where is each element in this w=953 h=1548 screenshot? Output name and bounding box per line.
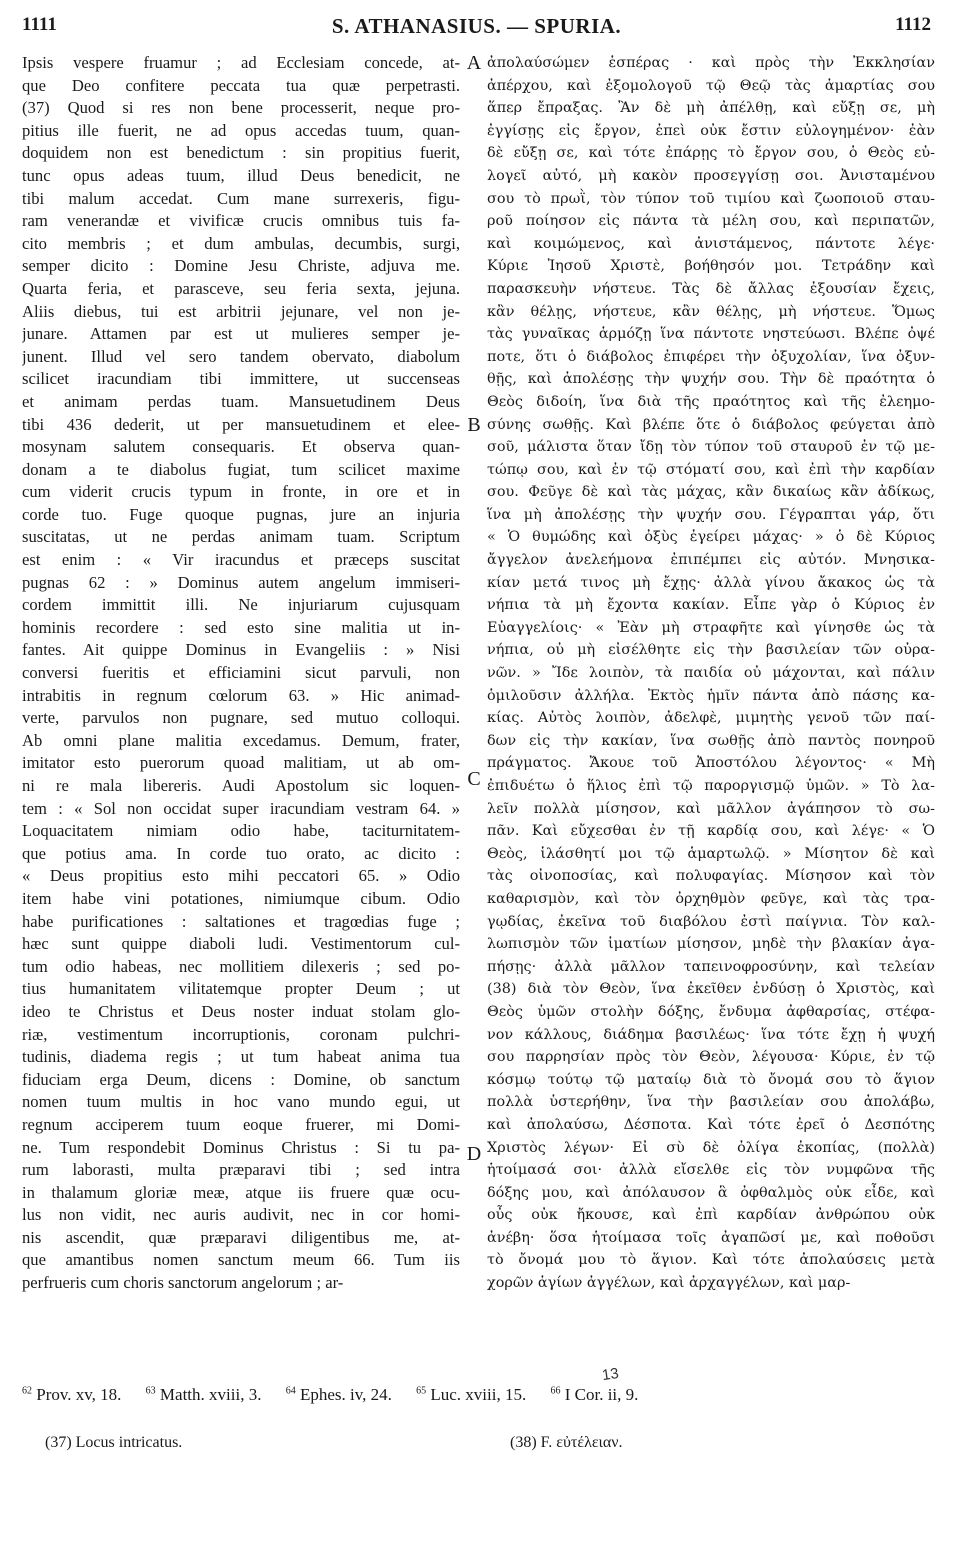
latin-text-line: que Deo confitere peccata tua quæ perpetrasti. (22, 75, 460, 95)
greek-text-line: τὰς οἰνοποσίας, καὶ πολυφαγίας. Μίσησον καὶ τὸν (487, 868, 935, 885)
page-number-right: 1112 (895, 14, 931, 35)
note-37: (37) Locus intricatus. (45, 1434, 183, 1451)
latin-text-line: est enim : « Vir iracundus et præceps suscitat (22, 550, 460, 570)
latin-text-line: scilicet iracundiam tibi immittere, ut succenseas (22, 369, 460, 389)
greek-text-line: ὁμιλοῦσιν ἀλλήλα. Ἐκτὸς ἡμῖν πάντα ἀπὸ πάσης κα- (487, 687, 935, 704)
page-number-left: 1111 (22, 14, 57, 35)
footnote: $^{62}$ Prov. xv, 18. (22, 1385, 122, 1404)
latin-text-line: nis ascendit, quæ præparavi diligentibus me, at- (22, 1227, 460, 1247)
greek-text-line: σου. Φεῦγε δὲ καὶ τὰς μάχας, κἂν δικαίως κἂν ἀδίκως, (487, 484, 935, 501)
latin-text-line: tius humanitatem vilitatemque propter Deum ; ut (22, 979, 460, 999)
greek-text-line: ροῦ ποίησον εἰς πάντα τὰ μέλη σου, καὶ περιπατῶν, (487, 213, 935, 230)
greek-text-line: « Ὁ θυμώδης καὶ ὀξὺς ἐγείρει μάχας· » ὁ δὲ Κύριος (487, 529, 935, 546)
greek-text-line: σύνης σωθῇς. Καὶ βλέπε ὅτε ὁ διάβολος φεύγεται ἀπὸ (487, 416, 935, 433)
latin-text-line: perfrueris cum choris sanctorum angelorum ; ar- (22, 1273, 344, 1293)
latin-text-line: fantes. Ait quippe Dominus in Evangeliis : » Nisi (22, 640, 460, 660)
latin-text-line: tibi 436 dederit, ut per mansuetudinem et elee- (22, 414, 460, 434)
margin-letter-a: A (466, 52, 482, 74)
footnote: $^{66}$ I Cor. ii, 9. (550, 1385, 639, 1404)
greek-text-line: οὖς οὐκ ἤκουσε, καὶ ἐπὶ καρδίαν ἀνθρώπου οὐκ (487, 1207, 935, 1224)
greek-text-line: κἂν θέλῃς, νήστευε, κἂν θέλῃς, μὴ νήστευε. Ὅμως (487, 303, 935, 320)
latin-text-line: ne. Tum respondebit Dominus Christus : Si tu pa- (22, 1137, 460, 1157)
latin-text-line: regnum acciperem tuum eoque fruerer, mi Domi- (22, 1114, 460, 1134)
greek-text-line: τὸ ὄνομά μου τὸ ἅγιον. Καὶ τότε ἀπολαύσεις μετὰ (487, 1252, 935, 1269)
latin-text-line: fiduciam erga Deum, dicens : Domine, ob sanctum (22, 1069, 460, 1089)
greek-text-line: γῳδίας, ἐκεῖνα τοῦ διαβόλου ἐστὶ παίγνια. Τὸν καλ- (487, 913, 935, 930)
greek-text-line: λωπισμὸν τῶν ἱματίων μίσησον, μηδὲ τὴν βλακίαν ἀγα- (487, 936, 935, 953)
latin-text-line: que amantibus nomen sanctum meum 66. Tum iis (22, 1250, 460, 1270)
latin-text-line: (37) Quod si res non bene processerit, neque pro- (22, 98, 460, 118)
greek-text-line: πράγματος. Ἄκουε τοῦ Ἀποστόλου λέγοντος· « Μὴ (487, 755, 935, 772)
greek-text-line: ἐγγίσῃς εἰς ἔργον, ἐπεὶ οὐκ ἔστιν εὐλογημένον· ἐὰν (487, 122, 935, 139)
greek-text-line: σοῦ, μάλιστα ὅταν ἴδῃ τὸν τύπον τοῦ σταυροῦ ἐν τῷ με- (487, 439, 935, 456)
greek-text-line: Θεὸς, ἱλάσθητί μοι τῷ ἁμαρτωλῷ. » Μίσητον δὲ καὶ (487, 845, 935, 862)
greek-text-line: νήπια, οὐ μὴ εἰσέλθητε εἰς τὴν βασιλείαν τῶν οὐρα- (487, 642, 935, 659)
latin-text-line: hominis recordere : sed esto sine malitia ut in- (22, 617, 460, 637)
footnote: $^{64}$ Ephes. iv, 24. (285, 1385, 392, 1404)
greek-text-line: ἅπερ ἔπραξας. Ἂν δὲ μὴ ἀπέλθῃ, καὶ εὔξῃ σε, μὴ (487, 100, 935, 117)
greek-text-line: τώπῳ σου, καὶ ἐν τῷ στόματί σου, καὶ ἐπὶ τὴν καρδίαν (487, 461, 935, 478)
latin-text-line: cum viderit crucis typum in fronte, in ore et in (22, 482, 460, 502)
latin-text-line: corde tuo. Fuge quoque pugnas, jure an injuria (22, 504, 460, 524)
greek-text-line: ἀνέβη· ὅσα ἡτοίμασα τοῖς ἀγαπῶσί με, καὶ ποθοῦσι (487, 1229, 935, 1246)
latin-text-line: Quarta feria, et parasceve, seu feria sexta, jejuna. (22, 278, 460, 298)
greek-text-line: Κύριε Ἰησοῦ Χριστὲ, βοήθησόν μοι. Τετράδην καὶ (487, 258, 935, 275)
latin-text-line: item habe vini potationes, nimiumque cibum. Odio (22, 888, 460, 908)
latin-text-line: ram venerandæ et vivificæ crucis omnibus tuis fa- (22, 211, 460, 231)
latin-text-line: Ipsis vespere fruamur ; ad Ecclesiam concede, at- (22, 53, 460, 72)
greek-column (487, 52, 935, 1295)
greek-text-line: κίας. Αὐτὸς λοιπὸν, ἀδελφὲ, μιμητὴς γενοῦ τῶν παί- (487, 710, 935, 727)
greek-text-line: νήπια τὰ μὴ ἔχοντα κακίαν. Εἶπε γὰρ ὁ Κύριος ἐν (487, 597, 935, 614)
greek-text-line: νον κάλλους, διάδημα βασιλέως· ἵνα τότε ἔχῃ ἡ ψυχή (487, 1026, 935, 1043)
greek-text-line: δων εἰς τὴν κακίαν, ἵνα σωθῇς ἀπὸ παντὸς πονηροῦ (487, 732, 935, 749)
greek-text-line: πολλὰ ὑστερήθην, ἵνα τὴν βασιλείαν σου ἀπολάβω, (487, 1094, 935, 1111)
greek-text-line: λογεῖ αὐτό, μὴ κακὸν προσεγγίσῃ σοι. Ἀνισταμένου (487, 167, 935, 184)
greek-text-line: δόξης μου, καὶ ἀπόλαυσον ἃ ὀφθαλμὸς οὐκ εἶδε, καὶ (487, 1184, 935, 1201)
page-header (0, 4, 953, 44)
footnote: $^{63}$ Matth. xviii, 3. (145, 1385, 262, 1404)
latin-text-line: imitator esto puerorum quoad malitiam, ut ab om- (22, 753, 460, 773)
greek-text-line: παρασκευὴν νήστευε. Τὰς δὲ ἄλλας ἐξουσίαν ἔχεις, (487, 280, 935, 297)
note-38: (38) F. εὐτέλειαν. (510, 1434, 623, 1451)
greek-text-line: πήσῃς· ἀλλὰ μᾶλλον ταπεινοφροσύνην, καὶ τελείαν (487, 958, 935, 975)
greek-text-line: ἵνα μὴ ἀπολέσῃς τὴν ψυχήν σου. Γέγραπται γάρ, ὅτι (487, 506, 935, 523)
greek-text-line: κόσμῳ τούτῳ τῷ ματαίῳ διὰ τὸ ὄνομά σου τὸ ἅγιον (487, 1071, 935, 1088)
latin-text-line: in thalamum gloriæ meæ, atque iis fruere quæ ocu- (22, 1182, 460, 1202)
latin-text-line: tibi malum accedat. Cum mane surrexeris, figu- (22, 188, 460, 208)
latin-text-line: pitius ille fuerit, ne ad opus accedas tuum, quan- (22, 120, 460, 140)
latin-text-line: ideo te Christus et Deus noster induat stolam glo- (22, 1001, 460, 1021)
latin-text-line: suscitatas, ut ne perdas animam tuam. Scriptum (22, 527, 460, 547)
greek-text-line: καὶ κοιμώμενος, καὶ ἀνιστάμενος, πάντοτε λέγε· (487, 235, 935, 252)
latin-text-line: doquidem non est benedictum : sin propitius fuerit, (22, 143, 460, 163)
greek-text-line: λεῖν πολλὰ μίσησον, καὶ μᾶλλον ἀγάπησον τὸ σω- (487, 800, 935, 817)
latin-text-line: nomen tuum multis in hoc vano mundo egui, ut (22, 1092, 460, 1112)
latin-column (22, 52, 460, 1295)
latin-text-line: Loquacitatem nimiam odio habe, taciturnitatem- (22, 821, 460, 841)
greek-text-line: (38) διὰ τὸν Θεὸν, ἵνα ἐκεῖθεν ἐνδύσῃ ὁ Χριστὸς, καὶ (487, 981, 935, 998)
greek-text-line: τὰς γυναῖκας ἁρμόζῃ ἵνα πάντοτε νηστεύωσι. Βλέπε ὀψέ (487, 326, 935, 343)
latin-text-line: junent. Illud vel sero tandem obervato, diabolum (22, 346, 460, 366)
latin-text-line: et animam perdas tuam. Mansuetudinem Deus (22, 391, 460, 411)
margin-letter-c: C (467, 768, 481, 790)
greek-text-line: χορῶν ἁγίων ἀγγέλων, καὶ ἀρχαγγέλων, καὶ μαρ- (487, 1275, 851, 1292)
running-title: S. ATHANASIUS. — SPURIA. (331, 14, 622, 38)
latin-text-line: que potius ama. In corde tuo orato, ac dicito : (22, 843, 460, 863)
latin-text-line: cito membris ; et dum ambulas, decumbis, surgi, (22, 233, 460, 253)
latin-text-line: tem : « Sol non occidat super iracundiam vestram 64. » (22, 798, 460, 818)
handwritten-page-mark: 13 (600, 1364, 620, 1385)
latin-text-line: semper dicito : Domine Jesu Christe, adjuva me. (22, 256, 460, 276)
footnotes (22, 1385, 942, 1405)
latin-text-line: donam a te diabolus fugiat, tum scilicet maxime (22, 459, 460, 479)
latin-text-line: habe purificationes : saltationes et tragœdias fuge ; (22, 911, 460, 931)
greek-text-line: ποτε, ὅτι ὁ διάβολος ἐπιφέρει τὴν ὀξυχολίαν, ἵνα ὀξυν- (487, 348, 935, 365)
greek-text-line: Χριστὸς λέγων· Εἰ σὺ δὲ ὀλίγα ἐκοπίας, (πολλὰ) (487, 1139, 935, 1156)
greek-text-line: θῇς, καὶ ἀπολέσῃς τὴν ψυχήν σου. Τὴν δὲ πραότητα ὁ (487, 371, 935, 388)
latin-text-line: hæc sunt quippe diaboli ludi. Vestimentorum cul- (22, 934, 460, 954)
latin-text-line: verte, parvulos non pugnare, sed mutuo colloqui. (22, 708, 460, 728)
footnote: $^{65}$ Luc. xviii, 15. (416, 1385, 527, 1404)
greek-text-line: κίαν μετά τινος μὴ ἔχῃς· ἀλλὰ γίνου ἄκακος ὡς τὰ (487, 574, 935, 591)
greek-text-line: πᾶν. Καὶ εὔχεσθαι ἐν τῇ καρδίᾳ σου, καὶ λέγε· « Ὁ (487, 823, 935, 840)
latin-text-line: intrabitis in regnum cœlorum 63. » Hic animad- (22, 685, 460, 705)
latin-text-line: « Deus propitius esto mihi peccatori 65. » Odio (22, 866, 460, 886)
latin-text-line: riæ, vestimentum incorruptionis, coronam pulchri- (22, 1024, 460, 1044)
latin-text-line: tum odio habeas, nec mollitiem dilexeris ; sed po- (22, 956, 460, 976)
margin-letter-d: D (466, 1143, 482, 1165)
margin-letter-b: B (467, 414, 481, 436)
latin-text-line: conversi fueritis et efficiamini sicut parvuli, non (22, 663, 460, 683)
greek-text-line: σου τὸ πρωῒ, τὸν τύπον τοῦ τιμίου καὶ ζωοποιοῦ σταυ- (487, 190, 935, 207)
greek-text-line: ἀπολαύσώμεν ἑσπέρας · καὶ πρὸς τὴν Ἐκκλησίαν (487, 55, 935, 71)
greek-text-line: καθαρισμὸν, καὶ τὸν ὀρχηθμὸν φεῦγε, καὶ τὰς τρα- (487, 890, 935, 907)
latin-text-line: Ab omni plane malitia excedamus. Demum, frater, (22, 730, 460, 750)
greek-text-line: ἡτοίμασά σοι· ἀλλὰ εἴσελθε εἰς τὸν νυμφῶνα τῆς (487, 1162, 935, 1179)
latin-text-line: ni re mala libereris. Audi Apostolum sic loquen- (22, 776, 460, 795)
latin-text-line: rum laborasti, multa præparavi tibi ; sed intra (22, 1160, 460, 1180)
latin-text-line: junare. Attamen par est ut mulieres semper je- (22, 324, 460, 344)
greek-text-line: ἐπιδυέτω ὁ ἥλιος ἐπὶ τῷ παροργισμῷ ὑμῶν. » Τὸ λα- (487, 778, 935, 794)
latin-text-line: tunc opus adeas tuum, illud Deus benedicit, ne (22, 165, 460, 185)
latin-text-line: pugnas 62 : » Dominus autem angelum immiseri- (22, 572, 460, 592)
greek-text-line: καὶ ἀπολαύσω, Δέσποτα. Καὶ τότε ἐρεῖ ὁ Δεσπότης (487, 1116, 935, 1133)
greek-text-line: ἄγγελον ἀνελεήμονα ἐπιπέμπει εἰς αὐτόν. Μνησικα- (487, 552, 935, 569)
greek-text-line: δὲ εὔξῃ σε, καὶ τότε ἐπάρῃς τὸ ἔργον σου, ὁ Θεὸς εὐ- (487, 145, 935, 162)
greek-text-line: σου παρρησίαν πρὸς τὸν Θεὸν, λέγουσα· Κύριε, ἐν τῷ (487, 1049, 935, 1066)
greek-text-line: ἀπέρχου, καὶ ἐξομολογοῦ τῷ Θεῷ τὰς ἁμαρτίας σου (487, 77, 935, 94)
latin-text-line: lus non vidit, nec auris audivit, nec in cor homi- (22, 1205, 460, 1225)
latin-text-line: cordem immittit illi. Ne injuriarum cujusquam (22, 595, 460, 615)
latin-text-line: mosynam salutem consequaris. Et observa quan- (22, 437, 460, 457)
latin-text-line: Aliis diebus, tui est arbitrii jejunare, vel non je- (22, 301, 460, 321)
latin-text-line: tudinis, diadema regis ; ut tum habeat anima tua (22, 1047, 460, 1067)
greek-text-line: Εὐαγγελίοις· « Ἐὰν μὴ στραφῆτε καὶ γίνησθε ὡς τὰ (487, 619, 935, 636)
greek-text-line: Θεὸς διδοίη, ἵνα διὰ τῆς πραότητος καὶ τῆς ἐλεημο- (487, 393, 935, 410)
greek-text-line: νῶν. » Ἴδε λοιπὸν, τὰ παιδία οὐ μάχονται, καὶ πάλιν (487, 665, 935, 682)
greek-text-line: Θεὸς ὑμῶν στολὴν δόξης, ἔνδυμα ἀφθαρσίας, στέφα- (487, 1003, 935, 1020)
